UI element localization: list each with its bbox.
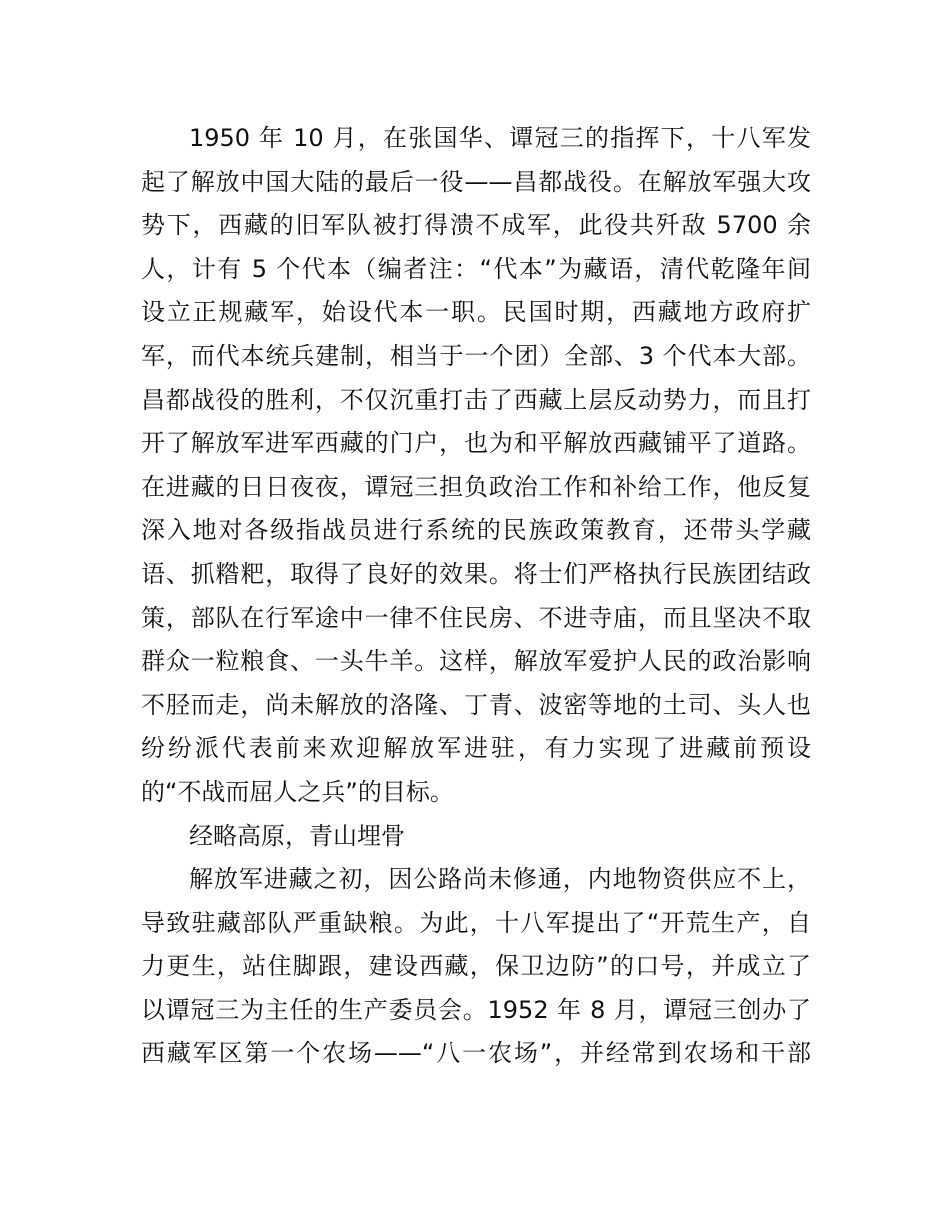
text-line: 群众一粒粮食、一头牛羊。这样，解放军爱护人民的政治影响: [141, 647, 811, 676]
paragraph-2: [141, 858, 811, 1076]
heading-text: 经略高原，青山埋骨: [189, 821, 405, 850]
text-line: 昌都战役的胜利，不仅沉重打击了西藏上层反动势力，而且打: [141, 385, 811, 414]
text-line: 在进藏的日日夜夜，谭冠三担负政治工作和补给工作，他反复: [141, 472, 811, 501]
text-line: 力更生，站住脚跟，建设西藏，保卫边防”的口号，并成立了: [141, 952, 811, 981]
text-line: 军，而代本统兵建制，相当于一个团）全部、3 个代本大部。: [141, 341, 811, 370]
text-line: 策，部队在行军途中一律不住民房、不进寺庙，而且坚决不取: [141, 603, 811, 632]
text-line: 1950 年 10 月，在张国华、谭冠三的指挥下，十八军发: [189, 124, 811, 152]
text-line: 解放军进藏之初，因公路尚未修通，内地物资供应不上，: [189, 865, 811, 894]
text-line: 开了解放军进军西藏的门户，也为和平解放西藏铺平了道路。: [141, 429, 811, 458]
paragraph-1: [141, 117, 811, 815]
text-line: 导致驻藏部队严重缺粮。为此，十八军提出了“开荒生产，自: [141, 908, 811, 937]
text-line: 人，计有 5 个代本（编者注：“代本”为藏语，清代乾隆年间: [141, 254, 811, 283]
text-line: 势下，西藏的旧军队被打得溃不成军，此役共歼敌 5700 余: [141, 211, 811, 240]
section-heading: [141, 815, 811, 859]
document-page: [141, 117, 811, 1076]
text-line: 不胫而走，尚未解放的洛隆、丁青、波密等地的土司、头人也: [141, 690, 811, 719]
text-line: 以谭冠三为主任的生产委员会。1952 年 8 月，谭冠三创办了: [141, 995, 811, 1024]
text-line: 的“不战而屈人之兵”的目标。: [141, 777, 454, 806]
text-line: 深入地对各级指战员进行系统的民族政策教育，还带头学藏: [141, 516, 811, 545]
text-line: 西藏军区第一个农场——“八一农场”，并经常到农场和干部: [141, 1039, 811, 1068]
text-line: 语、抓糌粑，取得了良好的效果。将士们严格执行民族团结政: [141, 559, 811, 588]
text-line: 设立正规藏军，始设代本一职。民国时期，西藏地方政府扩: [141, 298, 811, 327]
text-line: 起了解放中国大陆的最后一役——昌都战役。在解放军强大攻: [141, 167, 811, 196]
text-line: 纷纷派代表前来欢迎解放军进驻，有力实现了进藏前预设: [141, 734, 811, 763]
